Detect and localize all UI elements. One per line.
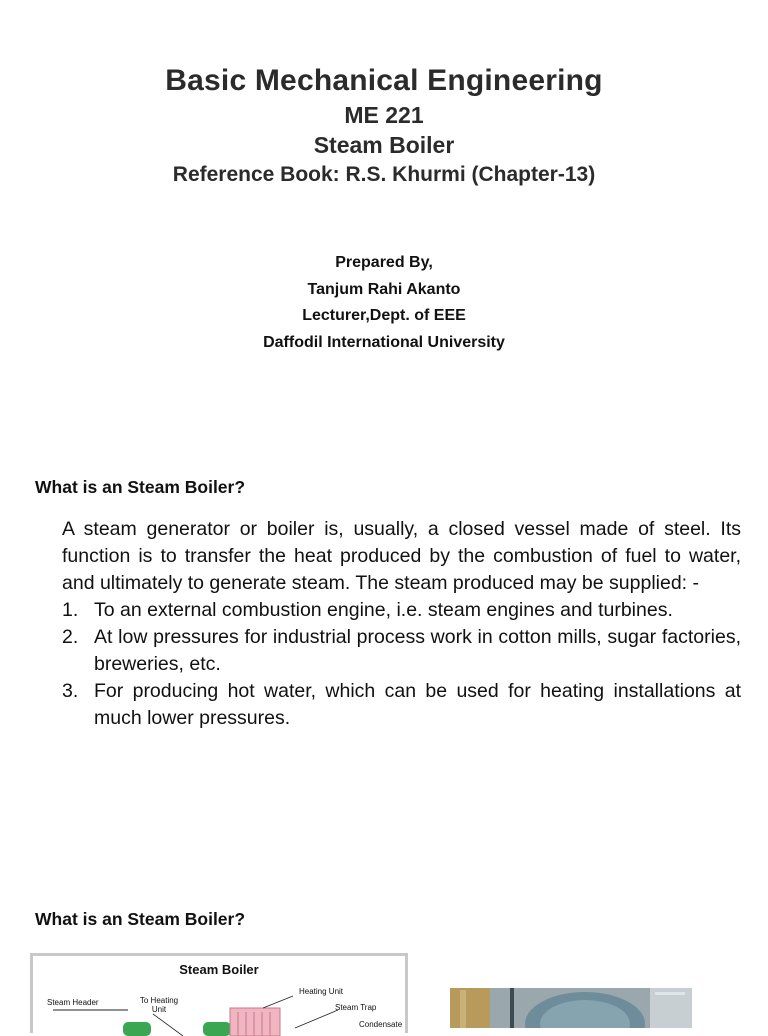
list-item-text: To an external combustion engine, i.e. steam engines and turbines. [94,599,673,621]
list-item [62,624,741,678]
title-block [0,62,768,190]
boiler-photo-graphic [450,988,692,1028]
course-title: Basic Mechanical Engineering [165,64,603,97]
section-heading-1: What is an Steam Boiler? [35,477,246,497]
boiler-drum-left [123,1022,151,1036]
preparer-block [0,250,768,356]
steam-boiler-diagram [30,953,408,1033]
steam-trap-leader [295,1010,338,1028]
diagram-title: Steam Boiler [179,962,259,977]
to-heating-leader [153,1014,183,1036]
list-item-number: 2. [62,626,79,648]
section-body [62,516,741,732]
prepared-by-label: Prepared By, [335,254,433,271]
list-item-number: 1. [62,599,79,621]
boiler-photo [450,988,692,1028]
label-to-heating-unit: To Heating Unit [139,996,179,1014]
label-heating-unit: Heating Unit [299,987,344,996]
heating-unit-leader [263,996,293,1008]
supply-list [62,597,741,732]
intro-paragraph: A steam generator or boiler is, usually, a closed vessel made of steel. Its function is to transfer the heat produced by the combustion of fuel to water, and ultimately to generate steam. The steam produced may be supplied: - [62,518,741,594]
preparer-institution: Daffodil International University [263,333,505,351]
list-item [62,678,741,732]
course-code: ME 221 [344,102,424,128]
preparer-name: Tanjum Rahi Akanto [307,280,461,298]
label-steam-header: Steam Header [47,998,99,1007]
list-item [62,597,741,624]
topic-title: Steam Boiler [313,132,455,158]
label-steam-trap: Steam Trap [335,1003,377,1012]
section-heading-2: What is an Steam Boiler? [35,909,246,929]
list-item-number: 3. [62,680,79,702]
boiler-drum-right [203,1022,231,1036]
list-item-text: For producing hot water, which can be used for heating installations at much lower pressures. [94,680,741,729]
preparer-position: Lecturer,Dept. of EEE [302,307,466,324]
list-item-text: At low pressures for industrial process work in cotton mills, sugar factories, breweries, etc. [94,626,741,675]
label-condensate: Condensate [359,1020,403,1029]
reference-book: Reference Book: R.S. Khurmi (Chapter-13) [172,163,596,186]
